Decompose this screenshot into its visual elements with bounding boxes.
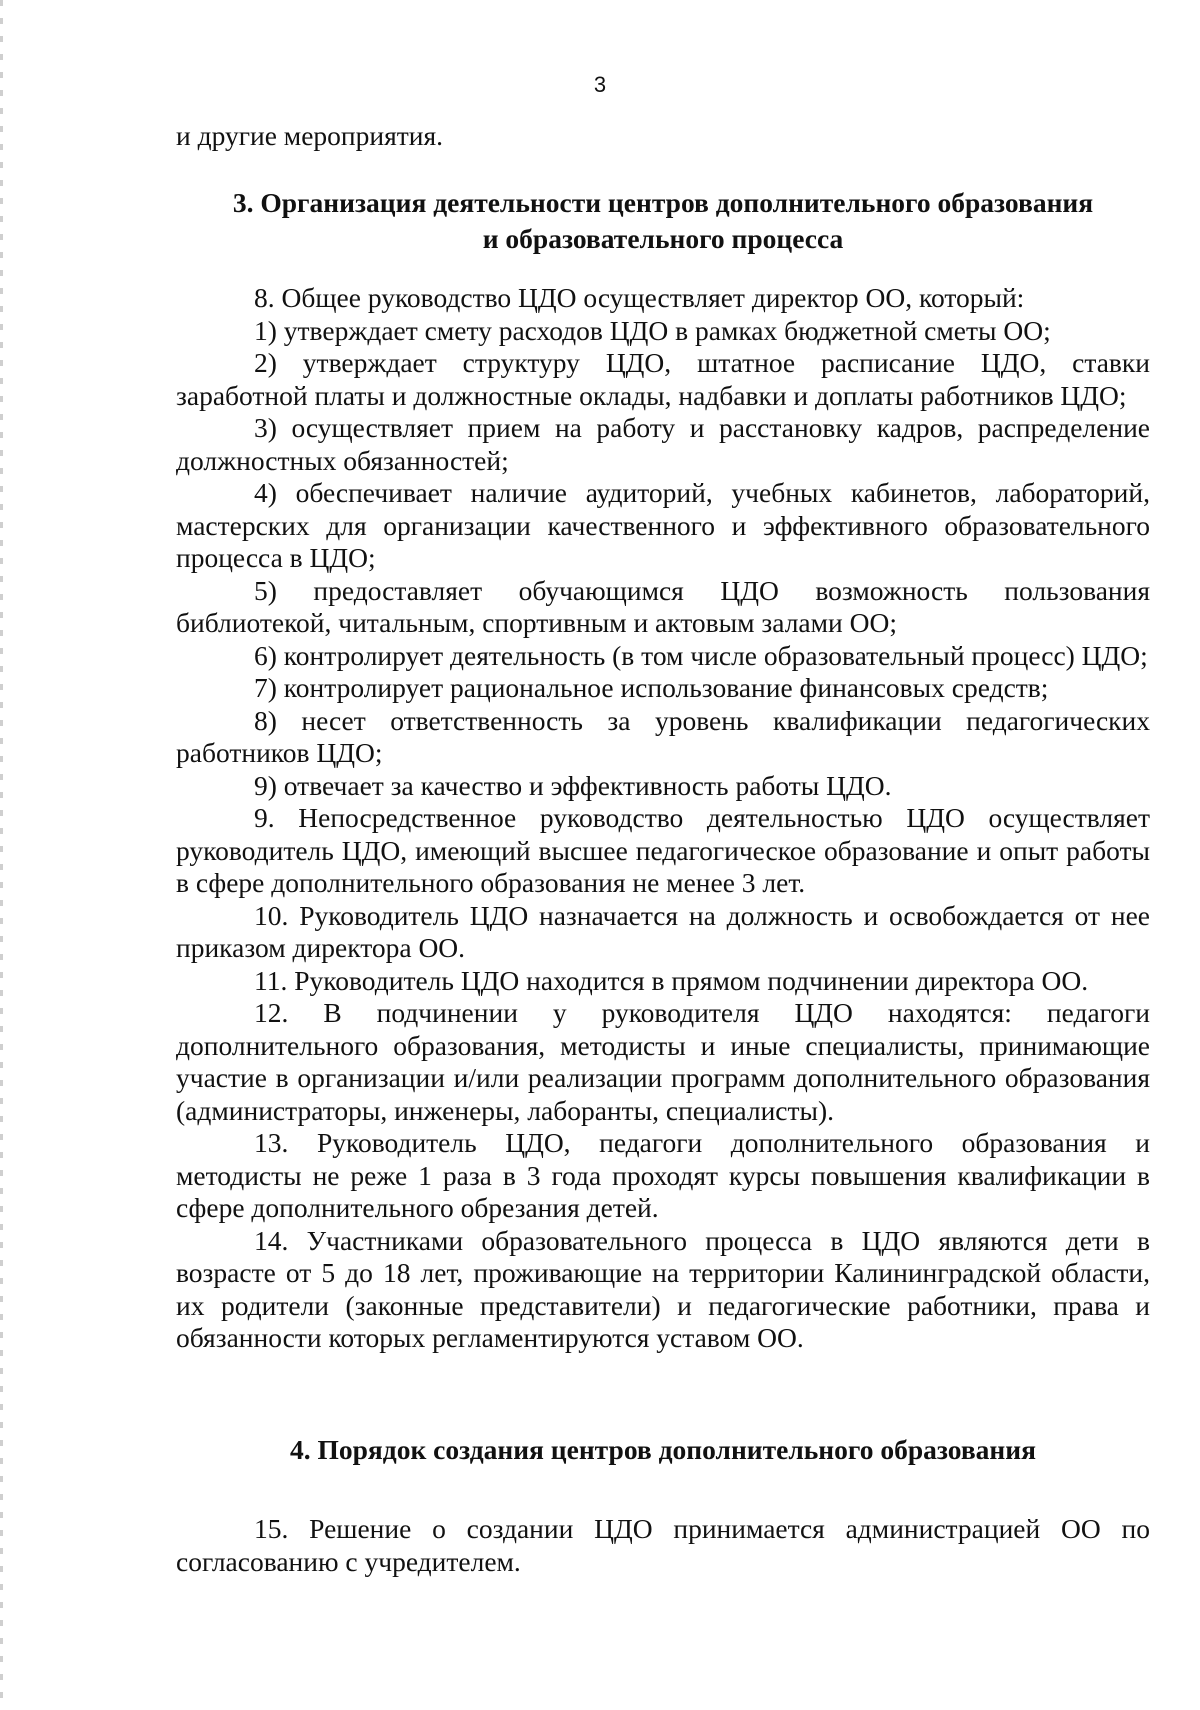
scan-edge-marks	[0, 0, 3, 1710]
paragraph: 15. Решение о создании ЦДО принимается администрацией ОО по согласованию с учредителем.	[176, 1513, 1150, 1577]
list-item: 4) обеспечивает наличие аудиторий, учебных кабинетов, лабораторий, мастерских для организации качественного и эффективного образовательного процесса в ЦДО;	[176, 477, 1150, 573]
section-4-body	[176, 1513, 1150, 1578]
list-item: 7) контролирует рациональное использование финансовых средств;	[254, 672, 1049, 703]
paragraph: 13. Руководитель ЦДО, педагоги дополнительного образования и методисты не реже 1 раза в 3 года проходят курсы повышения квалификации в сфере дополнительного обрезания детей.	[176, 1127, 1150, 1223]
list-item: 2) утверждает структуру ЦДО, штатное расписание ЦДО, ставки заработной платы и должностные оклады, надбавки и доплаты работников ЦДО;	[176, 347, 1150, 411]
list-item: 9) отвечает за качество и эффективность работы ЦДО.	[254, 769, 892, 801]
paragraph: 12. В подчинении у руководителя ЦДО находятся: педагоги дополнительного образования, методисты и иные специалисты, принимающие участие в организации и/или реализации программ дополнительного образования (администраторы, инженеры, лаборанты, специалисты).	[176, 997, 1150, 1126]
list-item: 6) контролирует деятельность (в том числе образовательный процесс) ЦДО;	[254, 639, 1148, 671]
section-3-body	[176, 282, 1150, 1355]
paragraph: 14. Участниками образовательного процесса в ЦДО являются дети в возрасте от 5 до 18 лет, проживающие на территории Калининградской области, их родители (законные представители) и педагогические работники, права и обязанности которых регламентируются уставом ОО.	[176, 1224, 1150, 1353]
paragraph: 10. Руководитель ЦДО назначается на должность и освобождается от нее приказом директора ОО.	[176, 899, 1150, 963]
paragraph: 8. Общее руководство ЦДО осуществляет директор ОО, который:	[254, 282, 1025, 313]
page-number: 3	[593, 72, 607, 97]
section-4-heading	[176, 1432, 1150, 1468]
continuation-line: и другие мероприятия.	[176, 120, 443, 151]
section-4-heading-line: 4. Порядок создания центров дополнительного образования	[289, 1434, 1037, 1465]
list-item: 8) несет ответственность за уровень квалификации педагогических работников ЦДО;	[176, 704, 1150, 768]
list-item: 3) осуществляет прием на работу и расстановку кадров, распределение должностных обязанностей;	[176, 412, 1150, 476]
list-item: 5) предоставляет обучающимся ЦДО возможность пользования библиотекой, читальным, спортивным и актовым залами ОО;	[176, 574, 1150, 638]
continuation-text	[176, 120, 1150, 153]
section-3-heading-line-2: и образовательного процесса	[482, 223, 844, 254]
paragraph: 9. Непосредственное руководство деятельностью ЦДО осуществляет руководитель ЦДО, имеющий высшее педагогическое образование и опыт работы в сфере дополнительного образования не менее 3 лет.	[176, 802, 1150, 898]
section-3-heading	[176, 185, 1150, 257]
section-3-heading-line-1: 3. Организация деятельности центров дополнительного образования	[232, 187, 1094, 218]
paragraph: 11. Руководитель ЦДО находится в прямом подчинении директора ОО.	[254, 964, 1089, 996]
list-item: 1) утверждает смету расходов ЦДО в рамках бюджетной сметы ОО;	[254, 314, 1051, 346]
